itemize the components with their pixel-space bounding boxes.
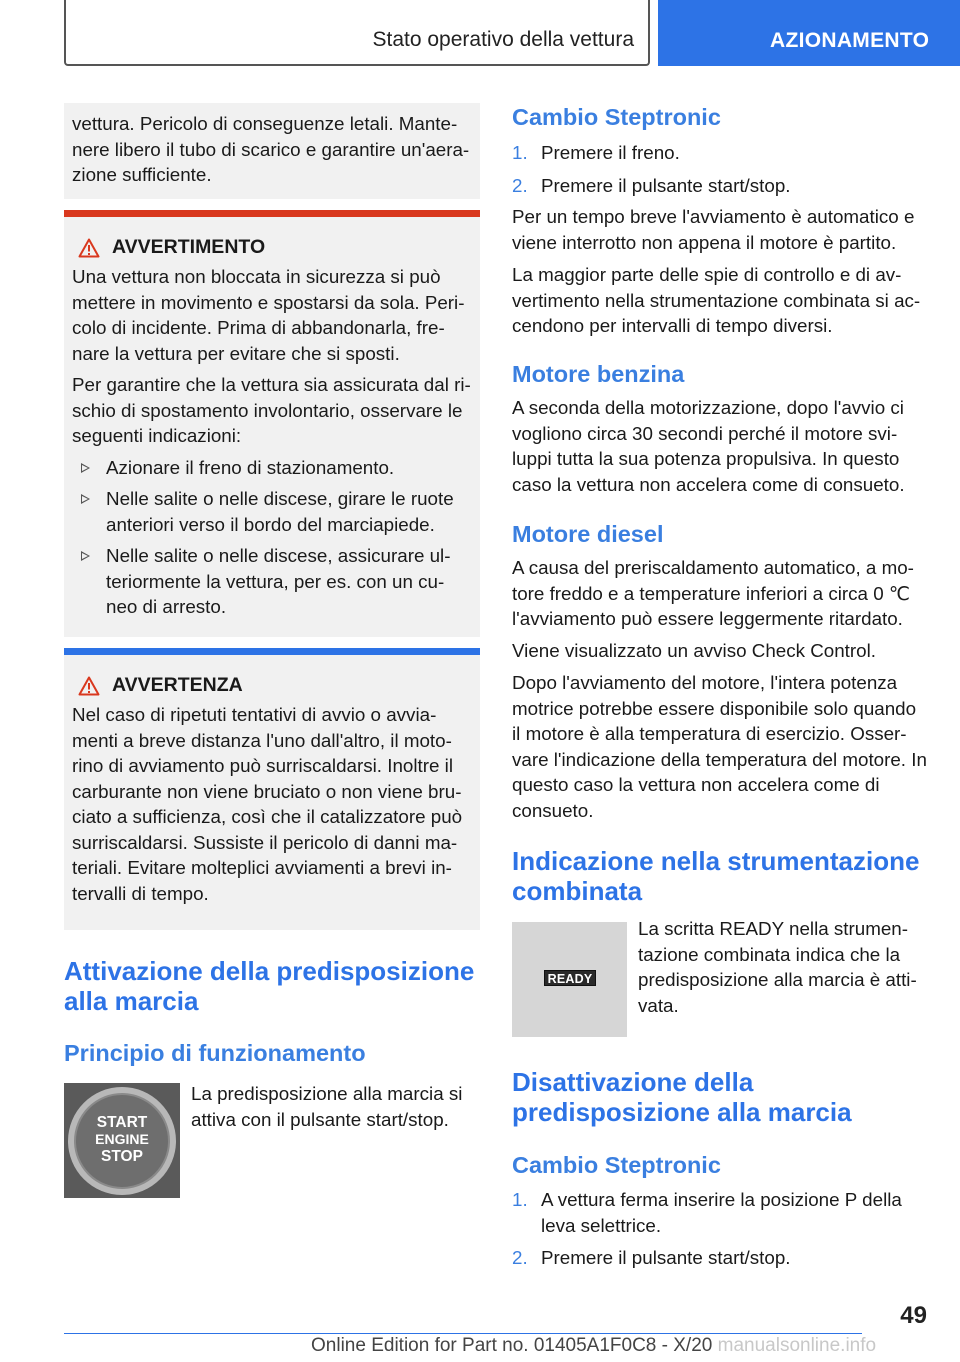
heading-steptronic: Cambio Steptronic (512, 104, 721, 130)
footer-edition: Online Edition for Part no. 01405A1F0C8 - X/20 manualsonline.info (311, 1335, 877, 1356)
heading-steptronic-2: Cambio Steptronic (512, 1152, 721, 1178)
autostart-paragraph: Per un tempo breve l'avviamento è automatico e viene interrotto non appena il motore è partito. (512, 206, 915, 253)
heading-deactivation: Disattivazione della predisposizione alla marcia (512, 1067, 852, 1127)
start-stop-button-image (64, 1083, 180, 1198)
page-number: 49 (900, 1302, 927, 1329)
diesel-paragraph-3: Dopo l'avviamento del motore, l'intera potenza motrice potrebbe essere disponibile solo quando il motore è alla temperatura di esercizio. Osser‐vare l'indicazione della temperatura del motore. In questo caso la vettura non accelera come di consueto. (512, 672, 927, 821)
notice-paragraph: Nel caso di ripetuti tentativi di avvio o avvia‐menti a breve distanza l'uno dall'altro, il moto‐rino di avviamento può surriscaldarsi. Inoltre il carburante non viene bruciato o non viene bru‐ciato a sufficienza, così che il catalizzatore può surriscaldarsi. Sussiste il pericolo di danni ma‐teriali. Evitare molteplici avviamenti a brevi in‐tervalli di tempo. (72, 704, 463, 904)
button-label-stop: STOP (101, 1148, 143, 1165)
notice-heading (72, 673, 472, 698)
heading-petrol: Motore benzina (512, 361, 685, 387)
heading-activation: Attivazione della predisposizione alla marcia (64, 956, 475, 1016)
indication-text: La scritta READY nella strumen‐tazione combinata indica che la predisposizione alla marcia è atti‐vata. (638, 918, 917, 1016)
bullet-triangle-icon (81, 551, 90, 561)
notice-blue-bar (64, 648, 480, 655)
bullet-triangle-icon (81, 463, 90, 473)
notice-title: AVVERTENZA (112, 674, 243, 696)
heading-indication: Indicazione nella strumentazione combinata (512, 846, 920, 906)
ready-display-image (512, 922, 627, 1037)
petrol-paragraph: A seconda della motorizzazione, dopo l'avvio ci vogliono circa 30 secondi perché il motore svi‐luppi tutta la sua potenza propulsiva. In questo caso la vettura non accelera come di consueto. (512, 397, 905, 495)
footer-watermark-suffix: manualsonline.info (712, 1335, 877, 1356)
warning-triangle-icon (78, 676, 100, 696)
ready-indicator: READY (544, 970, 596, 986)
warning-paragraph-2: Per garantire che la vettura sia assicurata dal ri‐schio di spostamento involontario, osservare le seguenti indicazioni: (72, 374, 471, 446)
diesel-paragraph-2: Viene visualizzato un avviso Check Control. (512, 640, 876, 661)
diesel-paragraph-1: A causa del preriscaldamento automatico, a mo‐tore freddo e a temperature inferiori a circa 0 ℃ l'avviamento può essere leggermente ritardato. (512, 557, 914, 629)
header-section-title: Stato operativo della vettura (372, 28, 634, 51)
warning-red-bar (64, 210, 480, 217)
header-chapter-title: AZIONAMENTO (770, 29, 930, 52)
list-item: Nelle salite o nelle discese, assicurare ul‐teriormente la vettura, per es. con un cu‐neo di arresto. (72, 543, 472, 620)
warning-bullet-list (72, 455, 472, 620)
warning-paragraph-1: Una vettura non bloccata in sicurezza si può mettere in movimento e spostarsi da sola. Peri‐colo di incidente. Prima di abbandonarla, fre‐nare la vettura per evitare che si sposti. (72, 266, 465, 364)
deactivation-steps (512, 1187, 928, 1278)
list-item: 1. Premere il freno. (512, 142, 680, 163)
notice-box-avvertenza (64, 655, 480, 930)
list-item: 2. Premere il pulsante start/stop. (512, 1247, 791, 1268)
footer-divider (64, 1333, 862, 1334)
warning-lights-paragraph: La maggior parte delle spie di controllo e di av‐vertimento nella strumentazione combinata si ac‐cendono per intervalli di tempo diversi. (512, 264, 921, 336)
header-section-tab (64, 0, 650, 66)
warning-triangle-icon (78, 238, 100, 258)
list-item: 1. A vettura ferma inserire la posizione P della leva selettrice. (512, 1189, 902, 1236)
warning-box-avvertimento (64, 217, 480, 637)
heading-principle: Principio di funzionamento (64, 1040, 366, 1066)
list-item: Nelle salite o nelle discese, girare le ruote anteriori verso il bordo del marciapiede. (72, 486, 472, 537)
continued-warning-box (64, 103, 480, 199)
principle-text: La predisposizione alla marcia si attiva con il pulsante start/stop. (191, 1083, 463, 1130)
heading-diesel: Motore diesel (512, 521, 664, 547)
header-chapter-tab (658, 0, 960, 66)
warning-title: AVVERTIMENTO (112, 236, 266, 258)
button-label-start: START (96, 1114, 148, 1131)
list-item: Azionare il freno di stazionamento. (72, 455, 472, 481)
button-label-engine: ENGINE (95, 1131, 149, 1147)
list-item: 2. Premere il pulsante start/stop. (512, 174, 791, 196)
bullet-triangle-icon (81, 494, 90, 504)
steptronic-steps (512, 140, 928, 205)
warning-heading (72, 235, 472, 260)
continued-warning-text: vettura. Pericolo di conseguenze letali. Mante‐nere libero il tubo di scarico e garantire un'aera‐zione sufficiente. (72, 113, 470, 185)
